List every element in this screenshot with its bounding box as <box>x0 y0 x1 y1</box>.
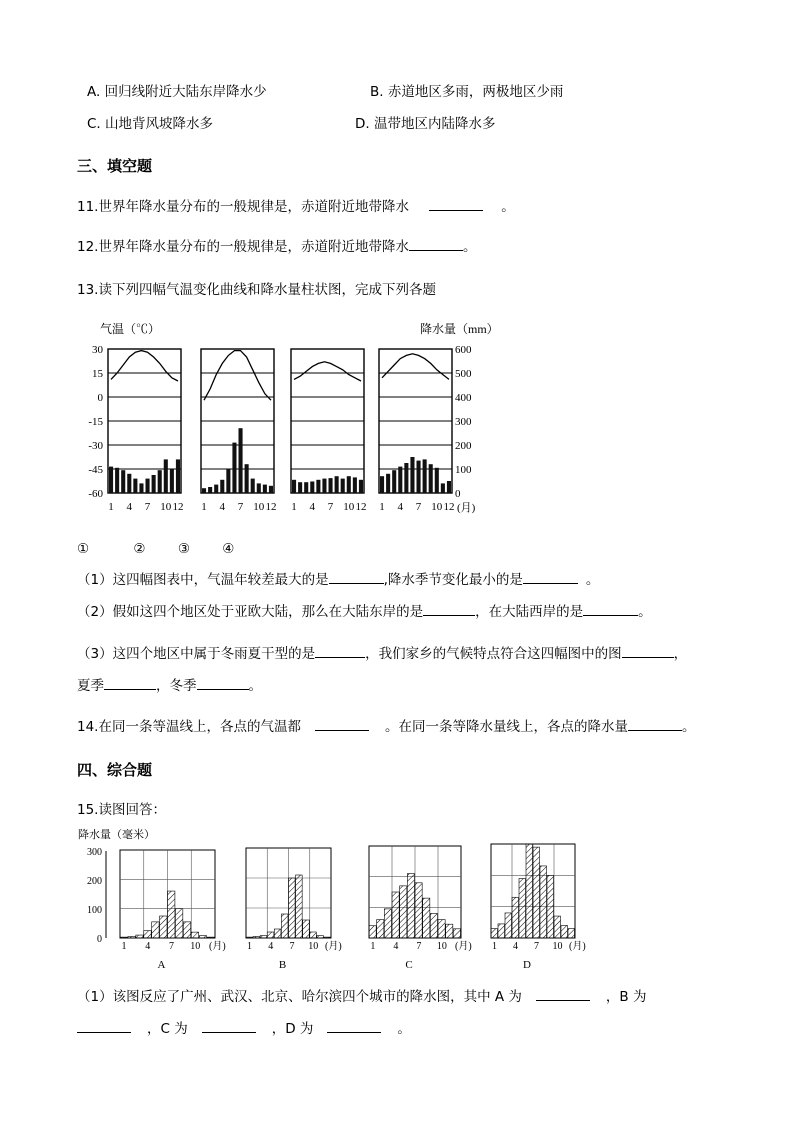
question-text: （3）这四个地区中属于冬雨夏干型的是 <box>77 646 316 662</box>
month-tick-label: 7 <box>168 941 174 952</box>
month-tick-label: 12 <box>443 501 455 513</box>
precip-bar <box>310 932 317 938</box>
question-text: ，在大陆西岸的是 <box>475 604 584 620</box>
precip-bar <box>296 875 303 938</box>
precip-bar <box>267 932 274 938</box>
precip-bar <box>341 479 345 493</box>
question-end: 。 <box>248 678 262 694</box>
precip-panel-D <box>491 844 586 971</box>
precip-bar <box>191 932 198 938</box>
precip-bar <box>392 892 399 938</box>
question-text: ，B 为 <box>605 989 647 1005</box>
panel-label: B <box>278 959 287 971</box>
answer-blank[interactable] <box>628 718 682 731</box>
temp-tick-label: 15 <box>92 368 103 380</box>
precip-bar <box>384 909 391 938</box>
precip-bar <box>127 474 131 493</box>
precip-bar <box>269 486 273 493</box>
question-text: ，我们家乡的气候特点符合这四幅图中的图 <box>365 646 622 662</box>
month-tick-label: 1 <box>291 501 297 513</box>
precip-bar <box>246 937 253 938</box>
precip-bar <box>208 487 212 493</box>
precip-bar <box>568 929 575 938</box>
answer-blank[interactable] <box>197 677 249 690</box>
precip-bar <box>214 485 218 493</box>
precip-bar <box>512 897 519 938</box>
precip-bar <box>369 926 376 938</box>
precip-tick-label: 200 <box>87 876 102 887</box>
precip-bar <box>183 922 190 938</box>
precip-bar <box>317 936 324 938</box>
precip-bar <box>289 878 296 938</box>
precip-tick-label: 100 <box>87 905 102 916</box>
precip-bar <box>533 847 540 938</box>
precip-bar <box>347 476 351 493</box>
question-12 <box>77 238 476 256</box>
month-tick-label: 4 <box>397 501 404 513</box>
precip-bar <box>353 477 357 493</box>
month-tick-label: 10 <box>190 941 201 952</box>
option-d: D. 温带地区内陆降水多 <box>355 116 496 132</box>
temp-tick-label: -30 <box>88 440 103 452</box>
answer-blank[interactable] <box>315 718 369 731</box>
question-text: ，C 为 <box>147 1021 188 1037</box>
precip-bar <box>505 913 512 938</box>
question-text: 12.世界年降水量分布的一般规律是，赤道附近地带降水 <box>77 239 409 255</box>
precip-bar <box>322 479 326 493</box>
precip-bar <box>170 469 174 493</box>
precip-bar <box>491 929 498 938</box>
month-tick-label: 1 <box>247 941 253 952</box>
month-tick-label: 10 <box>552 941 563 952</box>
month-tick-label: 1 <box>121 941 127 952</box>
precip-bar <box>380 476 384 493</box>
question-11 <box>77 198 515 216</box>
month-tick-label: 10 <box>308 941 319 952</box>
precip-bar <box>410 457 414 493</box>
climate-panel-4 <box>379 349 454 513</box>
temp-curve <box>111 351 178 381</box>
month-tick-label: 7 <box>289 941 295 952</box>
precip-bar <box>303 920 310 938</box>
question-end: ， <box>673 646 688 662</box>
precip-bar <box>260 936 267 938</box>
precip-bar <box>404 463 408 493</box>
precip-bar <box>226 469 230 493</box>
climate-panel-2 <box>201 349 276 513</box>
month-tick-label: 4 <box>309 501 316 513</box>
precip-bar <box>158 470 162 493</box>
precip-bar <box>359 480 363 493</box>
precip-bar <box>281 914 288 938</box>
panel-labels <box>77 540 234 558</box>
question-text: 。在同一条等降水量线上，各点的降水量 <box>384 719 628 735</box>
month-tick-label: 12 <box>265 501 277 513</box>
precip-bar <box>304 482 308 493</box>
question-text: ，冬季 <box>156 678 197 694</box>
temp-tick-label: 30 <box>92 344 103 356</box>
precip-bar <box>519 878 526 938</box>
question-text: 14.在同一条等温线上，各点的气温都 <box>77 719 301 735</box>
precip-bar <box>435 468 439 493</box>
precip-bar <box>429 464 433 493</box>
panel-label: ③ <box>177 541 190 557</box>
month-tick-label: 7 <box>144 501 151 513</box>
precip-bar <box>400 886 407 938</box>
temp-tick-label: 0 <box>97 392 103 404</box>
question-15-part-1-cont <box>77 1020 411 1038</box>
section-heading-comprehensive: 四、综合题 <box>77 761 153 779</box>
precip-bar <box>447 481 451 493</box>
precip-bar <box>152 922 159 938</box>
answer-blank[interactable] <box>622 645 674 658</box>
month-tick-label: 1 <box>370 941 376 952</box>
precip-bar <box>438 920 445 938</box>
precip-bar <box>407 874 414 938</box>
month-tick-label: 4 <box>126 501 133 513</box>
month-tick-label: 4 <box>145 941 151 952</box>
answer-blank[interactable] <box>409 238 463 251</box>
climate-panel-1 <box>108 349 183 513</box>
precip-bar <box>298 482 302 493</box>
answer-blank[interactable] <box>423 603 475 616</box>
precip-bar <box>498 924 505 938</box>
month-tick-label: 7 <box>534 941 539 952</box>
precip-bar <box>547 875 554 938</box>
precip-bar <box>316 480 320 493</box>
question-text: 夏季 <box>77 678 104 694</box>
question-text: （1）该图反应了广州、武汉、北京、哈尔滨四个城市的降水图，其中 A 为 <box>77 989 522 1005</box>
precip-bar <box>324 937 331 938</box>
precip-tick-label: 300 <box>455 416 472 428</box>
month-tick-label: 12 <box>172 501 184 513</box>
precip-bar <box>398 467 402 493</box>
answer-blank[interactable] <box>315 645 365 658</box>
precip-bar <box>220 480 224 493</box>
climate-chart-figure <box>80 318 500 518</box>
answer-blank[interactable] <box>329 571 384 584</box>
temp-curve <box>294 362 361 381</box>
question-end: 。 <box>397 1021 411 1037</box>
precip-bar <box>245 464 249 493</box>
precip-bar <box>136 935 143 938</box>
question-14 <box>77 718 695 736</box>
question-text: ,降水季节变化最小的是 <box>383 572 523 588</box>
question-end: 。 <box>681 719 696 735</box>
precip-bar <box>175 909 182 938</box>
precip-bar <box>160 916 167 938</box>
precip-bar <box>417 461 421 493</box>
precip-bar <box>202 488 206 493</box>
precip-bar <box>133 479 137 493</box>
precip-bar <box>146 479 150 493</box>
month-tick-label: 10 <box>253 501 265 513</box>
question-13-part-3-cont <box>77 677 262 695</box>
precip-bar <box>168 891 175 938</box>
precip-bar <box>176 459 180 493</box>
precip-bar <box>164 459 168 493</box>
precip-bar <box>453 929 460 938</box>
month-tick-label: 4 <box>393 941 399 952</box>
temp-tick-label: -15 <box>88 416 103 428</box>
month-tick-label: 12 <box>355 501 367 513</box>
question-13-part-2 <box>77 603 652 621</box>
question-end: 。 <box>638 604 652 620</box>
answer-blank[interactable] <box>523 571 578 584</box>
answer-blank[interactable] <box>202 1020 256 1033</box>
month-tick-label: 1 <box>108 501 114 513</box>
temp-axis-label: 气温（℃） <box>100 322 161 336</box>
precip-bar <box>139 483 143 493</box>
precip-tick-label: 0 <box>97 934 102 945</box>
precip-bar <box>310 481 314 493</box>
panel-label: A <box>157 959 166 971</box>
month-unit-label: (月) <box>457 502 476 514</box>
precip-panel-B <box>246 848 342 971</box>
precip-axis-label: 降水量（mm） <box>420 322 499 336</box>
precip-panel-A <box>120 850 226 971</box>
question-13-part-3 <box>77 645 687 663</box>
precip-axis-label: 降水量（毫米） <box>78 829 155 841</box>
month-tick-label: 7 <box>415 501 422 513</box>
month-tick-label: 7 <box>237 501 244 513</box>
answer-blank[interactable] <box>327 1020 381 1033</box>
question-text: （1）这四幅图表中，气温年较差最大的是 <box>77 572 329 588</box>
precip-tick-label: 200 <box>455 440 472 452</box>
panel-label: ① <box>77 541 90 557</box>
precip-bar <box>446 924 453 938</box>
precip-bar <box>540 866 547 938</box>
section-heading-fill-blank: 三、填空题 <box>77 157 153 175</box>
question-15: 15.读图回答： <box>77 802 166 818</box>
question-end: 。 <box>501 199 515 215</box>
precipitation-chart-figure <box>72 826 612 974</box>
answer-blank[interactable] <box>429 198 483 211</box>
precip-tick-label: 600 <box>455 344 472 356</box>
precip-bar <box>199 936 206 938</box>
panel-label: ② <box>133 541 146 557</box>
answer-blank[interactable] <box>104 677 156 690</box>
month-tick-label: 10 <box>160 501 172 513</box>
precip-tick-label: 300 <box>87 847 102 858</box>
month-unit-label: (月) <box>569 941 586 952</box>
month-tick-label: 10 <box>343 501 355 513</box>
precip-bar <box>423 898 430 938</box>
precip-bar <box>554 916 561 938</box>
precip-bar <box>526 844 533 938</box>
month-unit-label: (月) <box>325 941 342 952</box>
question-text: 11.世界年降水量分布的一般规律是，赤道附近地带降水 <box>77 199 409 215</box>
precip-tick-label: 500 <box>455 368 472 380</box>
panel-label: D <box>523 959 531 971</box>
precip-bar <box>128 937 135 938</box>
precip-bar <box>292 480 296 493</box>
precip-bar <box>253 937 260 939</box>
question-text: ，D 为 <box>271 1021 314 1037</box>
panel-label: ④ <box>222 541 235 557</box>
precip-bar <box>144 931 151 938</box>
precip-bar <box>335 476 339 493</box>
precip-bar <box>239 428 243 493</box>
precip-bar <box>329 478 333 493</box>
month-tick-label: 1 <box>492 941 497 952</box>
precip-panel-C <box>369 846 472 971</box>
question-15-part-1 <box>77 988 646 1006</box>
precip-bar <box>415 883 422 938</box>
precip-bar <box>109 467 113 493</box>
question-end: 。 <box>462 239 477 255</box>
precip-bar <box>207 937 214 938</box>
month-tick-label: 4 <box>268 941 274 952</box>
answer-blank[interactable] <box>77 1020 131 1033</box>
option-b: B. 赤道地区多雨，两极地区少雨 <box>370 84 564 100</box>
temp-tick-label: -60 <box>88 488 103 500</box>
question-13-part-1 <box>77 571 599 589</box>
month-tick-label: 10 <box>436 941 447 952</box>
month-tick-label: 10 <box>431 501 443 513</box>
precip-bar <box>115 468 119 493</box>
month-unit-label: (月) <box>455 941 472 952</box>
panel-label: C <box>405 959 413 971</box>
month-tick-label: 4 <box>513 941 518 952</box>
month-tick-label: 7 <box>416 941 422 952</box>
climate-panel-3 <box>291 349 366 513</box>
month-tick-label: 1 <box>201 501 207 513</box>
month-tick-label: 1 <box>379 501 385 513</box>
temp-curve <box>204 351 271 401</box>
answer-blank[interactable] <box>536 988 590 1001</box>
question-text: （2）假如这四个地区处于亚欧大陆，那么在大陆东岸的是 <box>77 604 424 620</box>
month-unit-label: (月) <box>209 941 226 952</box>
precip-tick-label: 400 <box>455 392 472 404</box>
precip-bar <box>263 485 267 493</box>
precip-bar <box>392 470 396 493</box>
precip-bar <box>561 925 568 938</box>
precip-bar <box>152 475 156 493</box>
month-tick-label: 7 <box>327 501 334 513</box>
option-a: A. 回归线附近大陆东岸降水少 <box>87 84 267 100</box>
precip-tick-label: 0 <box>455 488 461 500</box>
precip-bar <box>441 483 445 493</box>
precip-tick-label: 100 <box>455 464 472 476</box>
question-end: 。 <box>585 572 600 588</box>
month-tick-label: 4 <box>219 501 226 513</box>
precip-bar <box>121 470 125 493</box>
answer-blank[interactable] <box>583 603 638 616</box>
temp-tick-label: -45 <box>88 464 103 476</box>
precip-bar <box>232 443 236 493</box>
precip-bar <box>120 937 127 938</box>
precip-bar <box>257 483 261 493</box>
precip-bar <box>274 929 281 938</box>
precip-bar <box>430 913 437 938</box>
option-c: C. 山地背风坡降水多 <box>87 116 214 132</box>
precip-bar <box>423 459 427 493</box>
question-13: 13.读下列四幅气温变化曲线和降水量柱状图，完成下列各题 <box>77 282 436 298</box>
precip-bar <box>386 474 390 493</box>
precip-bar <box>251 479 255 493</box>
temp-curve <box>382 354 449 380</box>
precip-bar <box>377 920 384 938</box>
